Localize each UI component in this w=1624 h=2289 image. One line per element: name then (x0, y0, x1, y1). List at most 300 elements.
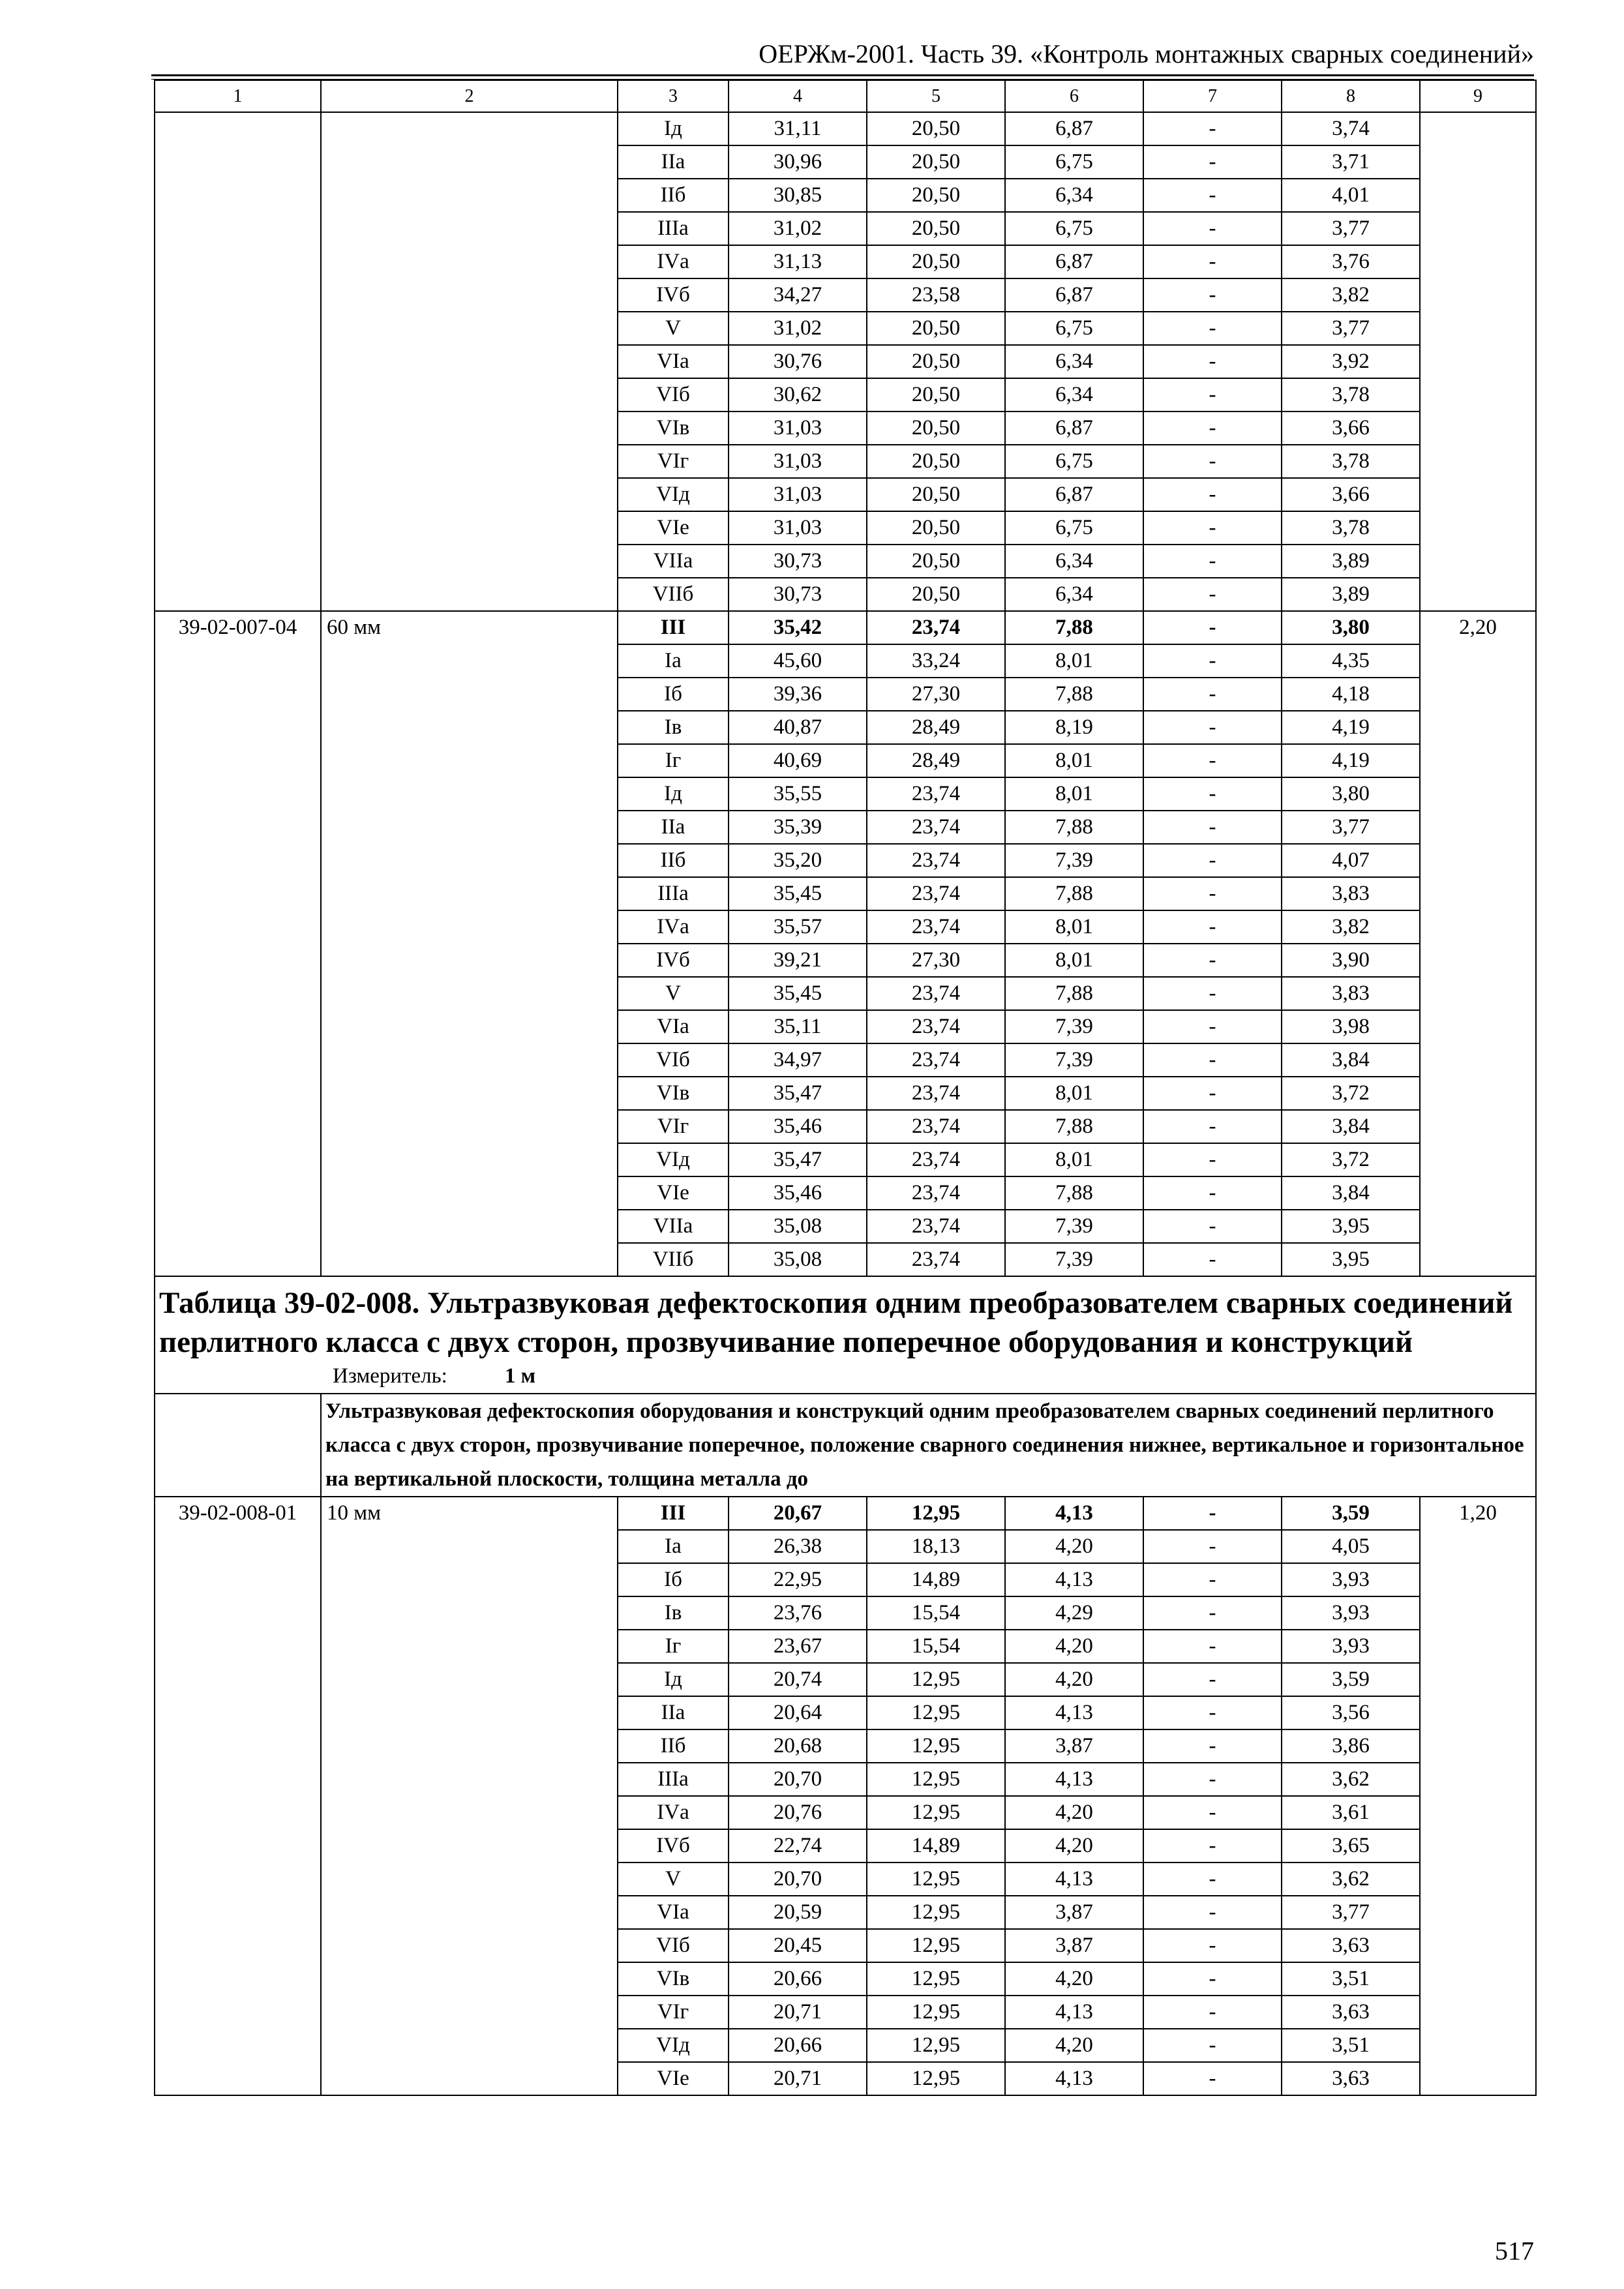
cell-value: 28,49 (867, 711, 1005, 744)
cell-value: VIа (618, 1010, 729, 1043)
cell-value: 14,89 (867, 1563, 1005, 1596)
cell-value: III (618, 1497, 729, 1530)
cell-value: 34,27 (729, 278, 867, 312)
cell-value: 35,47 (729, 1077, 867, 1110)
cell-value: 6,34 (1005, 545, 1143, 578)
cell-value: VIе (618, 511, 729, 545)
cell-value: VIе (618, 2062, 729, 2095)
cell-value: 20,67 (729, 1497, 867, 1530)
cell-value: - (1143, 1110, 1282, 1143)
cell-value: 4,13 (1005, 1763, 1143, 1796)
table-title: Таблица 39-02-008. Ультразвуковая дефектоскопия одним преобразователем сварных соединений перлитного класса с двух сторон, прозвучивание поперечное оборудования и конструкций (159, 1286, 1513, 1359)
cell-value: 20,71 (729, 1996, 867, 2029)
cell-value: 31,03 (729, 445, 867, 478)
cell-value: 23,74 (867, 910, 1005, 944)
cell-value: 31,03 (729, 478, 867, 511)
cell-value: 3,63 (1282, 1996, 1420, 2029)
cell-value: 3,77 (1282, 811, 1420, 844)
cell-value: - (1143, 578, 1282, 611)
cell-value: 3,51 (1282, 2029, 1420, 2062)
cell-value: V (618, 977, 729, 1010)
cell-value: 35,39 (729, 811, 867, 844)
rates-table (154, 80, 1537, 2096)
cell-value: 20,50 (867, 345, 1005, 378)
cell-value: 4,20 (1005, 2029, 1143, 2062)
cell-value: 18,13 (867, 1530, 1005, 1563)
cell-value: VIе (618, 1176, 729, 1210)
cell-value: 23,76 (729, 1596, 867, 1630)
column-number: 8 (1282, 80, 1420, 112)
cell-value: 20,76 (729, 1796, 867, 1829)
cell-value: 3,63 (1282, 1929, 1420, 1962)
cell-value: 3,51 (1282, 1962, 1420, 1996)
cell-value: 6,87 (1005, 278, 1143, 312)
cell-value: 20,66 (729, 1962, 867, 1996)
cell-value: 3,65 (1282, 1829, 1420, 1863)
cell-value: - (1143, 1763, 1282, 1796)
cell-value: - (1143, 1996, 1282, 2029)
cell-value: 23,67 (729, 1630, 867, 1663)
header-rule (151, 74, 1534, 76)
cell-value: 20,50 (867, 511, 1005, 545)
cell-value: 12,95 (867, 1863, 1005, 1896)
cell-value: - (1143, 1962, 1282, 1996)
cell-value: VIб (618, 1929, 729, 1962)
cell-value: 45,60 (729, 644, 867, 678)
cell-value: - (1143, 445, 1282, 478)
cell-value: - (1143, 112, 1282, 145)
cell-value: IIIа (618, 212, 729, 245)
cell-value: - (1143, 511, 1282, 545)
rate-name: 60 мм (321, 611, 618, 1276)
cell-value: 20,50 (867, 478, 1005, 511)
cell-value: 30,85 (729, 179, 867, 212)
cell-value: 39,21 (729, 944, 867, 977)
cell-value: 20,50 (867, 411, 1005, 445)
cell-value: 31,13 (729, 245, 867, 278)
cell-value: - (1143, 2029, 1282, 2062)
cell-value: 6,87 (1005, 112, 1143, 145)
cell-value: 35,08 (729, 1243, 867, 1276)
cell-value: 4,19 (1282, 711, 1420, 744)
cell-value: 20,59 (729, 1896, 867, 1929)
cell-value: 3,80 (1282, 611, 1420, 644)
cell-value: - (1143, 1929, 1282, 1962)
cell-value: IIб (618, 844, 729, 877)
cell-value: 27,30 (867, 678, 1005, 711)
cell-value: 12,95 (867, 1796, 1005, 1829)
cell-value: 3,90 (1282, 944, 1420, 977)
table-row (155, 611, 1536, 644)
cell-value: 20,50 (867, 179, 1005, 212)
cell-value: 7,39 (1005, 1243, 1143, 1276)
cell-value: 4,20 (1005, 1796, 1143, 1829)
cell-value: 30,76 (729, 345, 867, 378)
cell-value: 6,75 (1005, 145, 1143, 179)
cell-value: 20,45 (729, 1929, 867, 1962)
cell-value: IIб (618, 1729, 729, 1763)
cell-value: 6,75 (1005, 212, 1143, 245)
cell-value: 23,74 (867, 977, 1005, 1010)
cell-value: 30,73 (729, 578, 867, 611)
column-number: 5 (867, 80, 1005, 112)
cell-value: 22,95 (729, 1563, 867, 1596)
cell-value: 3,59 (1282, 1497, 1420, 1530)
cell-value: 6,34 (1005, 345, 1143, 378)
cell-value: V (618, 1863, 729, 1896)
cell-value: 20,50 (867, 112, 1005, 145)
cell-value: Iд (618, 112, 729, 145)
cell-value: 7,88 (1005, 678, 1143, 711)
cell-value: - (1143, 1077, 1282, 1110)
cell-value: 6,75 (1005, 511, 1143, 545)
cell-value: 3,77 (1282, 212, 1420, 245)
cell-value: 4,13 (1005, 1863, 1143, 1896)
cell-value: 31,11 (729, 112, 867, 145)
cell-value: 3,59 (1282, 1663, 1420, 1696)
cell-value: - (1143, 478, 1282, 511)
table-row (155, 1497, 1536, 1530)
cell-value: 6,34 (1005, 378, 1143, 411)
cell-value: 23,74 (867, 1243, 1005, 1276)
cell-value: 33,24 (867, 644, 1005, 678)
cell-value: 4,13 (1005, 1563, 1143, 1596)
cell-value: - (1143, 944, 1282, 977)
cell-value: 4,13 (1005, 1696, 1143, 1729)
column-number: 1 (155, 80, 321, 112)
cell-value: VIIа (618, 1210, 729, 1243)
cell-value: 3,95 (1282, 1210, 1420, 1243)
cell-value: - (1143, 1563, 1282, 1596)
cell-value: 27,30 (867, 944, 1005, 977)
cell-value: 4,35 (1282, 644, 1420, 678)
cell-value: 3,84 (1282, 1043, 1420, 1077)
cell-value: 12,95 (867, 1763, 1005, 1796)
cell-value: 14,89 (867, 1829, 1005, 1863)
column-number: 4 (729, 80, 867, 112)
cell-value: IIIа (618, 877, 729, 910)
cell-value: VIа (618, 1896, 729, 1929)
cell-value: 20,50 (867, 145, 1005, 179)
page-number: 517 (1495, 2236, 1534, 2266)
cell-value: IVб (618, 278, 729, 312)
cell-value: 15,54 (867, 1596, 1005, 1630)
cell-value: 7,88 (1005, 1176, 1143, 1210)
cell-value: 12,95 (867, 1896, 1005, 1929)
cell-value: VIIб (618, 1243, 729, 1276)
cell-value: 4,29 (1005, 1596, 1143, 1630)
cell-value: 4,19 (1282, 744, 1420, 777)
cell-value: Iа (618, 1530, 729, 1563)
cell-value: 3,77 (1282, 312, 1420, 345)
cell-value: 3,76 (1282, 245, 1420, 278)
cell-value: - (1143, 1243, 1282, 1276)
cell-value: 12,95 (867, 1996, 1005, 2029)
cell-value: - (1143, 1143, 1282, 1176)
cell-value: 35,45 (729, 977, 867, 1010)
cell-value: - (1143, 345, 1282, 378)
cell-value: 8,01 (1005, 644, 1143, 678)
cell-value: 7,88 (1005, 811, 1143, 844)
cell-value: 39,36 (729, 678, 867, 711)
cell-value: 7,88 (1005, 611, 1143, 644)
rate-code: 39-02-007-04 (155, 611, 321, 1276)
cell-value: - (1143, 1210, 1282, 1243)
cell-value: 6,75 (1005, 312, 1143, 345)
cell-value: - (1143, 1010, 1282, 1043)
cell-value: 30,73 (729, 545, 867, 578)
cell-value: Iв (618, 1596, 729, 1630)
cell-value: 15,54 (867, 1630, 1005, 1663)
cell-value: 35,55 (729, 777, 867, 811)
cell-value: 23,74 (867, 611, 1005, 644)
rate-code: 39-02-008-01 (155, 1497, 321, 2095)
cell-value: - (1143, 678, 1282, 711)
cell-value: 40,87 (729, 711, 867, 744)
cell-value: 22,74 (729, 1829, 867, 1863)
cell-value: 12,95 (867, 1696, 1005, 1729)
cell-value: 12,95 (867, 1497, 1005, 1530)
cell-value: 8,01 (1005, 1077, 1143, 1110)
cell-value: 4,05 (1282, 1530, 1420, 1563)
cell-value: 3,92 (1282, 345, 1420, 378)
cell-value: 4,20 (1005, 1962, 1143, 1996)
table-title-row (155, 1276, 1536, 1394)
cell-value: 4,20 (1005, 1663, 1143, 1696)
cell-value: 4,13 (1005, 2062, 1143, 2095)
cell-value: - (1143, 1663, 1282, 1696)
cell-value: 35,20 (729, 844, 867, 877)
rate-norm: 2,20 (1420, 611, 1536, 1276)
cell-value: - (1143, 777, 1282, 811)
cell-value: 3,77 (1282, 1896, 1420, 1929)
cell-value: 3,71 (1282, 145, 1420, 179)
cell-value: 3,61 (1282, 1796, 1420, 1829)
cell-value: Iб (618, 1563, 729, 1596)
cell-value: - (1143, 378, 1282, 411)
cell-value: IIа (618, 1696, 729, 1729)
cell-value: 20,70 (729, 1863, 867, 1896)
rate-code (155, 112, 321, 611)
cell-value: 31,03 (729, 411, 867, 445)
cell-value: 4,07 (1282, 844, 1420, 877)
cell-value: 23,74 (867, 777, 1005, 811)
cell-value: 12,95 (867, 2029, 1005, 2062)
cell-value: 4,20 (1005, 1630, 1143, 1663)
cell-value: 23,74 (867, 877, 1005, 910)
cell-value: - (1143, 245, 1282, 278)
cell-value: - (1143, 877, 1282, 910)
cell-value: VIб (618, 1043, 729, 1077)
cell-value: 4,01 (1282, 179, 1420, 212)
cell-value: 31,02 (729, 312, 867, 345)
cell-value: 4,20 (1005, 1530, 1143, 1563)
cell-value: 23,58 (867, 278, 1005, 312)
column-number: 7 (1143, 80, 1282, 112)
cell-value: 3,87 (1005, 1896, 1143, 1929)
cell-value: - (1143, 179, 1282, 212)
description-blank (155, 1394, 321, 1497)
cell-value: 3,78 (1282, 445, 1420, 478)
cell-value: VIв (618, 1077, 729, 1110)
cell-value: 3,72 (1282, 1077, 1420, 1110)
column-number: 9 (1420, 80, 1536, 112)
cell-value: 30,96 (729, 145, 867, 179)
rate-norm: 1,20 (1420, 1497, 1536, 2095)
cell-value: 7,39 (1005, 1043, 1143, 1077)
cell-value: Iб (618, 678, 729, 711)
cell-value: 3,98 (1282, 1010, 1420, 1043)
running-header: ОЕРЖм-2001. Часть 39. «Контроль монтажных сварных соединений» (759, 39, 1534, 68)
cell-value: VIа (618, 345, 729, 378)
cell-value: 20,50 (867, 545, 1005, 578)
cell-value: 12,95 (867, 1663, 1005, 1696)
cell-value: - (1143, 145, 1282, 179)
cell-value: 31,03 (729, 511, 867, 545)
table-body (155, 80, 1536, 2095)
cell-value: 3,84 (1282, 1110, 1420, 1143)
rate-norm (1420, 112, 1536, 611)
meter (159, 1362, 1531, 1393)
cell-value: 35,46 (729, 1176, 867, 1210)
cell-value: 3,66 (1282, 411, 1420, 445)
cell-value: VIв (618, 411, 729, 445)
cell-value: - (1143, 2062, 1282, 2095)
cell-value: 6,34 (1005, 578, 1143, 611)
cell-value: 3,78 (1282, 511, 1420, 545)
cell-value: 35,47 (729, 1143, 867, 1176)
cell-value: 35,08 (729, 1210, 867, 1243)
cell-value: - (1143, 1176, 1282, 1210)
cell-value: 20,50 (867, 378, 1005, 411)
cell-value: 3,80 (1282, 777, 1420, 811)
cell-value: 23,74 (867, 1143, 1005, 1176)
cell-value: - (1143, 278, 1282, 312)
cell-value: 23,74 (867, 1043, 1005, 1077)
cell-value: 28,49 (867, 744, 1005, 777)
cell-value: 7,88 (1005, 1110, 1143, 1143)
cell-value: 6,34 (1005, 179, 1143, 212)
cell-value: 3,83 (1282, 977, 1420, 1010)
cell-value: V (618, 312, 729, 345)
cell-value: - (1143, 1530, 1282, 1563)
cell-value: VIIа (618, 545, 729, 578)
cell-value: Iг (618, 1630, 729, 1663)
cell-value: 3,93 (1282, 1563, 1420, 1596)
cell-value: 20,64 (729, 1696, 867, 1729)
cell-value: 6,75 (1005, 445, 1143, 478)
cell-value: 3,93 (1282, 1630, 1420, 1663)
cell-value: 20,50 (867, 245, 1005, 278)
cell-value: 35,46 (729, 1110, 867, 1143)
cell-value: 35,42 (729, 611, 867, 644)
cell-value: VIд (618, 1143, 729, 1176)
cell-value: 3,78 (1282, 378, 1420, 411)
cell-value: 20,68 (729, 1729, 867, 1763)
cell-value: 3,84 (1282, 1176, 1420, 1210)
cell-value: IVа (618, 1796, 729, 1829)
cell-value: 6,87 (1005, 245, 1143, 278)
cell-value: 3,62 (1282, 1863, 1420, 1896)
cell-value: 3,56 (1282, 1696, 1420, 1729)
cell-value: 3,82 (1282, 278, 1420, 312)
cell-value: - (1143, 545, 1282, 578)
cell-value: - (1143, 212, 1282, 245)
rate-name (321, 112, 618, 611)
cell-value: 8,19 (1005, 711, 1143, 744)
cell-value: - (1143, 411, 1282, 445)
cell-value: Iг (618, 744, 729, 777)
cell-value: 3,95 (1282, 1243, 1420, 1276)
cell-value: VIд (618, 2029, 729, 2062)
cell-value: 8,01 (1005, 944, 1143, 977)
cell-value: 3,74 (1282, 112, 1420, 145)
cell-value: Iв (618, 711, 729, 744)
cell-value: 20,66 (729, 2029, 867, 2062)
cell-value: 8,01 (1005, 777, 1143, 811)
cell-value: 3,87 (1005, 1929, 1143, 1962)
cell-value: 34,97 (729, 1043, 867, 1077)
meter-value: 1 м (504, 1364, 536, 1388)
cell-value: 4,13 (1005, 1996, 1143, 2029)
cell-value: 8,01 (1005, 1143, 1143, 1176)
cell-value: 7,39 (1005, 844, 1143, 877)
cell-value: 3,62 (1282, 1763, 1420, 1796)
cell-value: - (1143, 1043, 1282, 1077)
cell-value: 3,93 (1282, 1596, 1420, 1630)
column-number: 3 (618, 80, 729, 112)
cell-value: - (1143, 1630, 1282, 1663)
column-numbers-row (155, 80, 1536, 112)
table-description: Ультразвуковая дефектоскопия оборудования и конструкций одним преобразователем сварных соединений перлитного класса с двух сторон, прозвучивание поперечное, положение сварного соединения нижнее, вертикальное и горизонтальное на вертикальной плоскости, толщина металла до (321, 1394, 1536, 1497)
cell-value: 23,74 (867, 844, 1005, 877)
cell-value: - (1143, 1796, 1282, 1829)
cell-value: 3,72 (1282, 1143, 1420, 1176)
cell-value: - (1143, 312, 1282, 345)
cell-value: IVа (618, 245, 729, 278)
cell-value: 20,50 (867, 578, 1005, 611)
cell-value: - (1143, 711, 1282, 744)
cell-value: VIг (618, 1996, 729, 2029)
cell-value: Iд (618, 1663, 729, 1696)
cell-value: 7,88 (1005, 977, 1143, 1010)
cell-value: 7,39 (1005, 1210, 1143, 1243)
cell-value: 20,70 (729, 1763, 867, 1796)
cell-value: 31,02 (729, 212, 867, 245)
cell-value: VIв (618, 1962, 729, 1996)
cell-value: - (1143, 1497, 1282, 1530)
cell-value: VIд (618, 478, 729, 511)
cell-value: 3,63 (1282, 2062, 1420, 2095)
cell-value: 12,95 (867, 2062, 1005, 2095)
cell-value: 6,87 (1005, 411, 1143, 445)
cell-value: - (1143, 844, 1282, 877)
cell-value: 35,45 (729, 877, 867, 910)
cell-value: - (1143, 1863, 1282, 1896)
cell-value: 20,74 (729, 1663, 867, 1696)
cell-value: 3,87 (1005, 1729, 1143, 1763)
table-title-cell (155, 1276, 1536, 1394)
cell-value: Iа (618, 644, 729, 678)
cell-value: 35,11 (729, 1010, 867, 1043)
cell-value: 20,50 (867, 212, 1005, 245)
cell-value: 26,38 (729, 1530, 867, 1563)
cell-value: 3,82 (1282, 910, 1420, 944)
cell-value: 12,95 (867, 1962, 1005, 1996)
cell-value: - (1143, 1896, 1282, 1929)
cell-value: 12,95 (867, 1929, 1005, 1962)
cell-value: 20,50 (867, 445, 1005, 478)
